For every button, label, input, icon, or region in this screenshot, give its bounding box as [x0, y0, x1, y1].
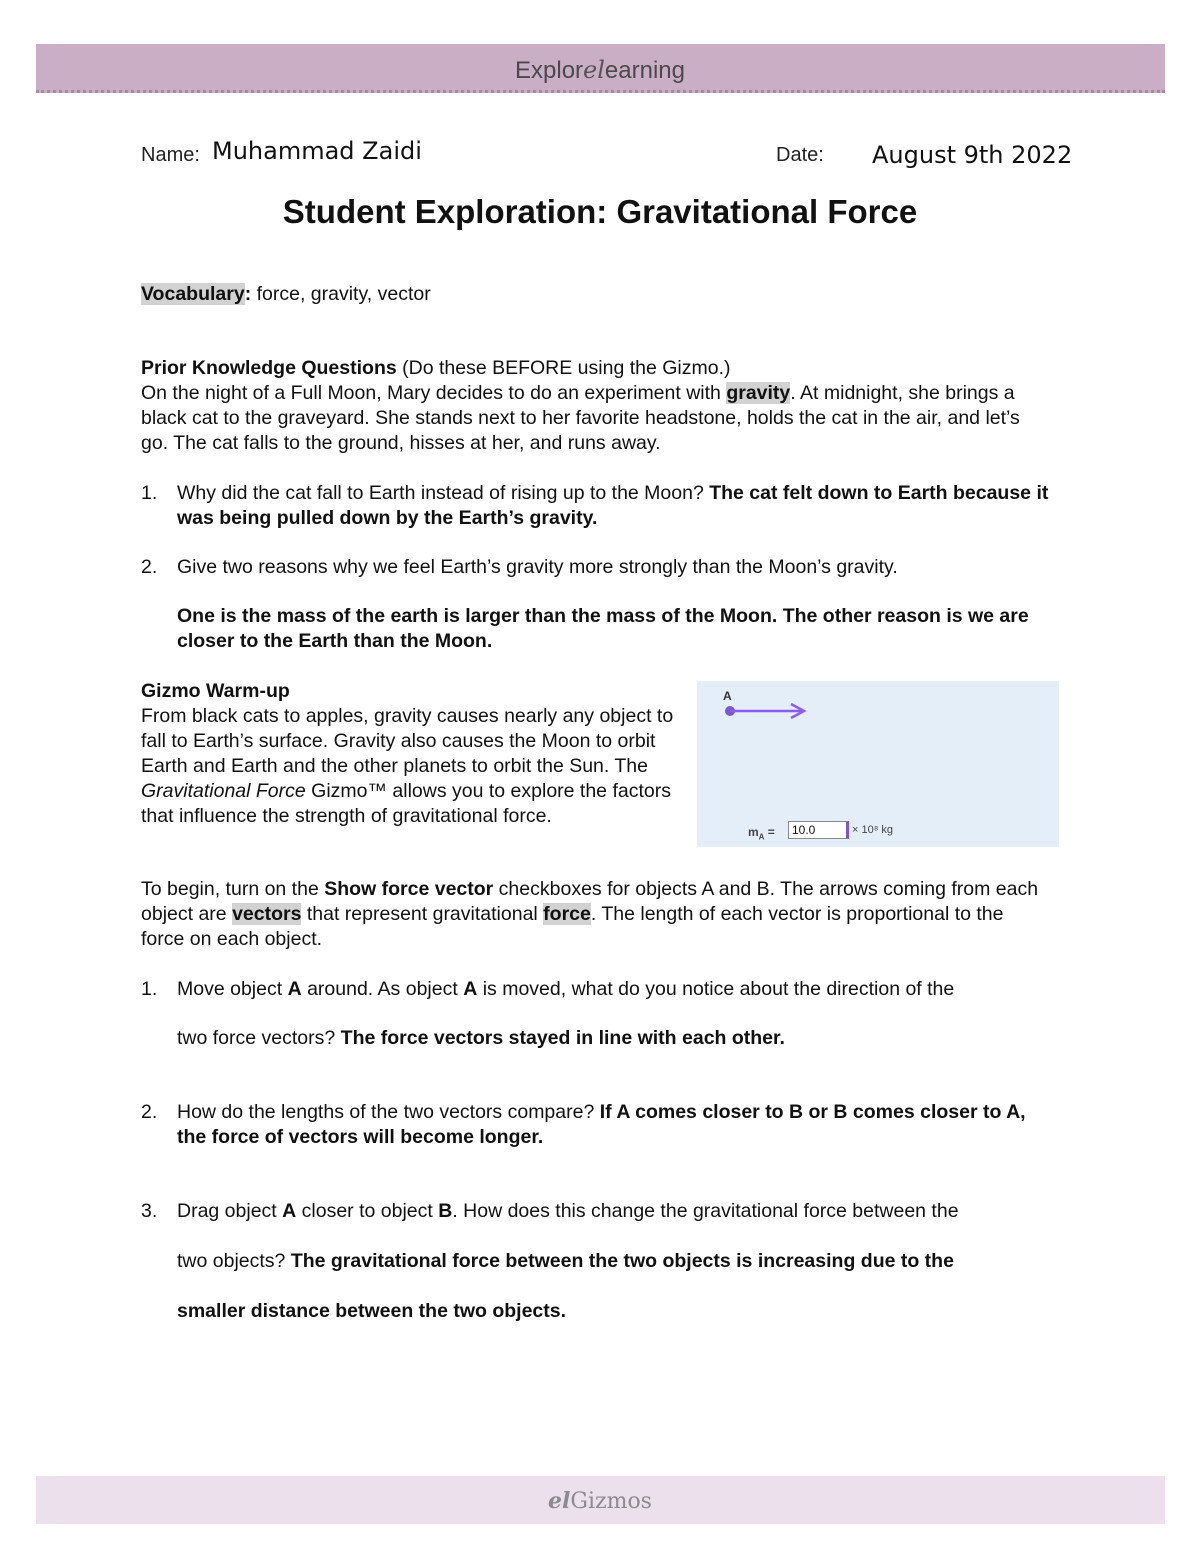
- show-force-vector-term: Show force vector: [324, 878, 494, 900]
- prior-knowledge-section: Prior Knowledge Questions (Do these BEFORE using the Gizmo.) On the night of a Full Moon, Mary decides to do an experiment with gravity. At midnight, she brings a black cat to the graveyard. She stands next to her favorite headstone, holds the cat in the air, and let’s go. The cat falls to the ground, hisses at her, and runs away.: [141, 357, 1020, 454]
- vocabulary-line: Vocabulary: force, gravity, vector: [141, 283, 431, 305]
- vectors-term: vectors: [232, 903, 302, 925]
- mass-label: $m_A$ =: [748, 825, 775, 842]
- warmup-question-3: 3. Drag object A closer to object B. How does this change the gravitational force between the: [141, 1200, 959, 1222]
- brand-glyph: el: [583, 56, 605, 84]
- page-title: Student Exploration: Gravitational Force: [282, 193, 918, 230]
- warmup-question-3-line2: two objects? The gravitational force between the two objects is increasing due to the: [177, 1250, 954, 1272]
- mass-unit: × 10⁸ kg: [852, 824, 894, 836]
- prior-answer-2: One is the mass of the earth is larger than the mass of the Moon. The other reason is we are closer to the Earth than the Moon.: [177, 605, 1029, 652]
- gizmo-screenshot: [697, 681, 1059, 847]
- warmup-question-3-line3: [141, 1299, 1051, 1324]
- prior-heading: Prior Knowledge Questions: [141, 357, 397, 379]
- vocabulary-label: Vocabulary: [141, 283, 245, 305]
- warmup-question-2: 2. How do the lengths of the two vectors compare? If A comes closer to B or B comes closer to A, the force of vectors will become longer.: [141, 1101, 1026, 1148]
- force-vector-arrow: [721, 701, 811, 721]
- force-term: force: [543, 903, 591, 925]
- answer-q1: The force vectors stayed in line with each other.: [340, 1027, 785, 1049]
- object-a-label: A: [723, 689, 732, 703]
- answer-q2: If A comes closer to B or B comes closer to A, the force of vectors will become longer.: [177, 1101, 1026, 1148]
- warmup-heading: Gizmo Warm-up: [141, 680, 290, 702]
- gravity-term: gravity: [726, 382, 791, 404]
- mass-input[interactable]: 10.0: [788, 821, 849, 839]
- gizmos-logo: elGizmos: [548, 1488, 652, 1514]
- explorelearning-logo: Explorelearning: [515, 56, 685, 84]
- name-value: Muhammad Zaidi: [212, 137, 422, 165]
- answer-q3-part2: smaller distance between the two objects.: [177, 1300, 567, 1322]
- date-label: Date:: [776, 144, 824, 166]
- answer-1: The cat felt down to Earth because it was being pulled down by the Earth’s gravity.: [177, 482, 1049, 529]
- prior-question-2: 2. Give two reasons why we feel Earth’s gravity more strongly than the Moon’s gravity.: [141, 556, 898, 578]
- prior-heading-note: (Do these BEFORE using the Gizmo.): [396, 357, 731, 379]
- date-value: August 9th 2022: [872, 141, 1073, 169]
- warmup-section: Gizmo Warm-up From black cats to apples, gravity causes nearly any object to fall to Earth’s surface. Gravity also causes the Moon to orbit Earth and Earth and the other planets to orbit the Sun. The Gravitational Force Gizmo™ allows you to explore the factors that influence the strength of gravitational force.: [141, 680, 674, 827]
- warmup-question-1-line2: two force vectors? The force vectors stayed in line with each other.: [177, 1027, 785, 1049]
- name-label: Name:: [141, 144, 200, 166]
- prior-question-1: 1. Why did the cat fall to Earth instead of rising up to the Moon? The cat felt down to Earth because it was being pulled down by the Earth’s gravity.: [141, 482, 1049, 529]
- begin-paragraph: To begin, turn on the Show force vector checkboxes for objects A and B. The arrows coming from each object are vectors that represent gravitational force. The length of each vector is proportional to the force on each object.: [141, 878, 1039, 950]
- answer-q3-part1: The gravitational force between the two objects is increasing due to the: [290, 1250, 954, 1272]
- warmup-question-1: 1. Move object A around. As object A is moved, what do you notice about the direction of the: [141, 978, 955, 1000]
- vocabulary-terms: force, gravity, vector: [251, 283, 431, 305]
